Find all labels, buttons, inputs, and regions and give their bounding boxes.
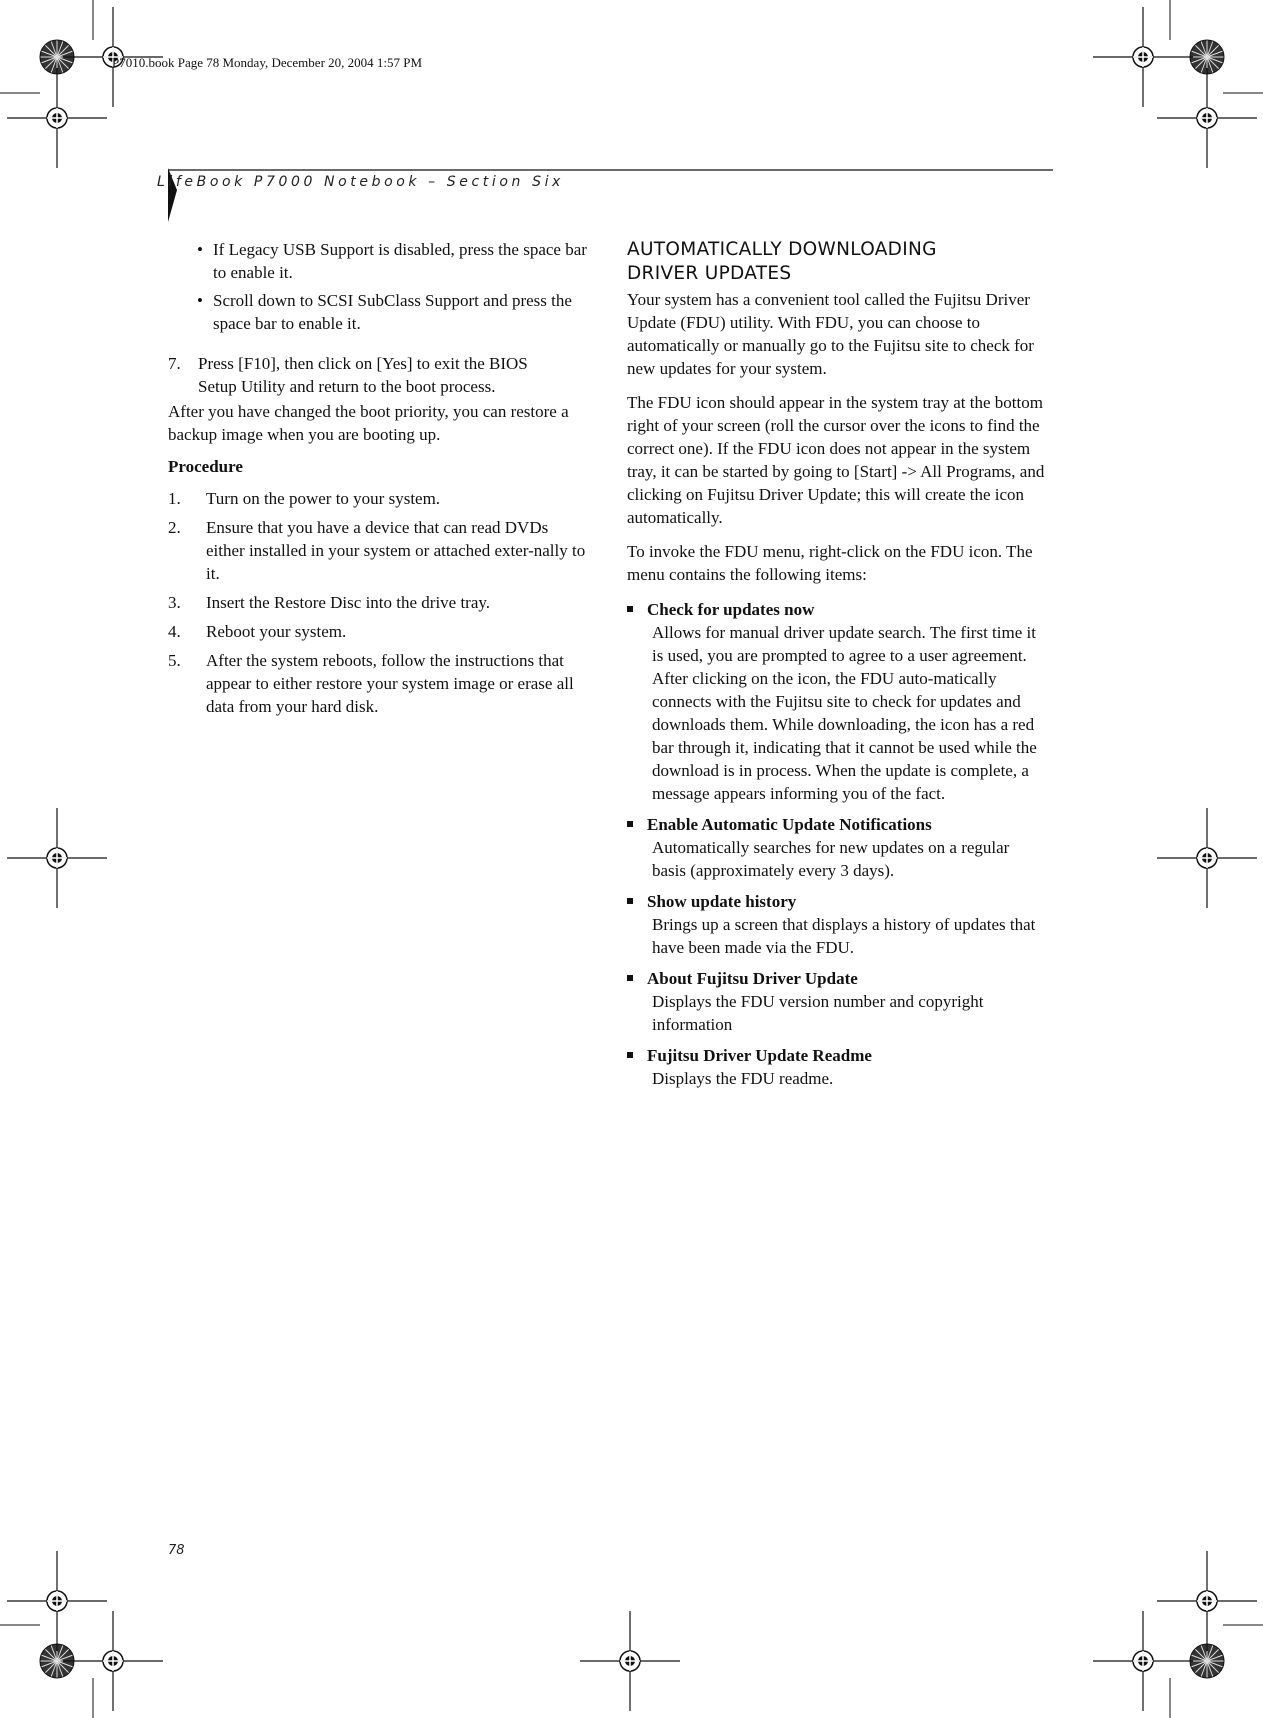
- left-column: [168, 238, 588, 718]
- registration-mark-icon: [1157, 1551, 1257, 1651]
- menu-item-entry: [627, 813, 1047, 882]
- registration-mark-icon: [1157, 68, 1257, 168]
- paragraph: The FDU icon should appear in the system tray at the bottom right of your screen (roll the cursor over the icons to find the correct one). If the FDU icon does not appear in the system tray, it can be started by going to [Start] -> All Programs, and clicking on Fujitsu Driver Update; this will create the icon automatically.: [627, 393, 1045, 527]
- page-number: 78: [168, 1543, 185, 1558]
- list-item: 4. Reboot your system.: [168, 622, 347, 641]
- square-bullet-icon: [627, 1052, 633, 1058]
- print-slug: P7010.book Page 78 Monday, December 20, 2004 1:57 PM: [112, 55, 423, 70]
- step-7: [168, 352, 588, 398]
- square-bullet-icon: [627, 975, 633, 981]
- registration-mark-icon: [1093, 1611, 1193, 1711]
- item-description: Displays the FDU version number and copyright information: [652, 992, 984, 1034]
- square-bullet-icon: [627, 898, 633, 904]
- list-item: 2. Ensure that you have a device that can read DVDs either installed in your system or attached exter-nally to it.: [168, 518, 586, 583]
- bullet-text: Scroll down to SCSI SubClass Support and press the space bar to enable it.: [213, 291, 572, 333]
- list-item: 5. After the system reboots, follow the instructions that appear to either restore your system image or erase all data from your hard disk.: [168, 651, 574, 716]
- item-title: Check for updates now: [647, 600, 815, 619]
- bullet-text: If Legacy USB Support is disabled, press the space bar to enable it.: [213, 240, 587, 282]
- item-description: Automatically searches for new updates on a regular basis (approximately every 3 days).: [652, 838, 1010, 880]
- bullet-item: • Scroll down to SCSI SubClass Support and press the space bar to enable it.: [197, 291, 572, 333]
- item-description: Displays the FDU readme.: [652, 1069, 834, 1088]
- registration-mark-icon: [7, 68, 107, 168]
- registration-mark-icon: [63, 1611, 163, 1711]
- menu-item-entry: [627, 1044, 1047, 1090]
- registration-mark-icon: [1157, 808, 1257, 908]
- section-heading: AUTOMATICALLY DOWNLOADING DRIVER UPDATES: [627, 239, 937, 284]
- registration-mark-icon: [7, 1551, 107, 1651]
- menu-item-entry: [627, 967, 1047, 1036]
- paragraph: Your system has a convenient tool called the Fujitsu Driver Update (FDU) utility. With FDU, you can choose to automatically or manually go to the Fujitsu site to check for new updates for your system.: [627, 290, 1034, 378]
- menu-item-entry: [627, 598, 1047, 805]
- item-title: Fujitsu Driver Update Readme: [647, 1046, 872, 1065]
- item-title: About Fujitsu Driver Update: [647, 969, 858, 988]
- list-item: 1. Turn on the power to your system.: [168, 489, 441, 508]
- item-description: Brings up a screen that displays a history of updates that have been made via the FDU.: [652, 915, 1036, 957]
- item-title: Enable Automatic Update Notifications: [647, 815, 932, 834]
- registration-mark-icon: [1093, 7, 1193, 107]
- paragraph: To invoke the FDU menu, right-click on the FDU icon. The menu contains the following items:: [627, 542, 1033, 584]
- step-text: Press [F10], then click on [Yes] to exit the BIOS Setup Utility and return to the boot process.: [198, 354, 528, 396]
- procedure-heading: Procedure: [168, 457, 243, 476]
- square-bullet-icon: [627, 821, 633, 827]
- menu-item-entry: [627, 890, 1047, 959]
- square-bullet-icon: [627, 606, 633, 612]
- registration-mark-icon: [7, 808, 107, 908]
- registration-mark-icon: [580, 1611, 680, 1711]
- bullet-item: • If Legacy USB Support is disabled, press the space bar to enable it.: [197, 240, 587, 282]
- item-description: Allows for manual driver update search. The first time it is used, you are prompted to agree to a user agreement. After clicking on the icon, the FDU auto-matically connects with the Fujitsu site to check for updates and downloads them. While downloading, the icon has a red bar through it, indicating that it cannot be used while the download is in process. When the update is complete, a message appears informing you of the fact.: [652, 623, 1037, 803]
- right-column: [627, 238, 1047, 1090]
- step-number: 7.: [168, 354, 181, 373]
- list-item: 3. Insert the Restore Disc into the drive tray.: [168, 593, 491, 612]
- running-header: LifeBook P7000 Notebook – Section Six: [157, 174, 564, 190]
- item-title: Show update history: [647, 892, 797, 911]
- paragraph: After you have changed the boot priority, you can restore a backup image when you are booting up.: [168, 402, 569, 444]
